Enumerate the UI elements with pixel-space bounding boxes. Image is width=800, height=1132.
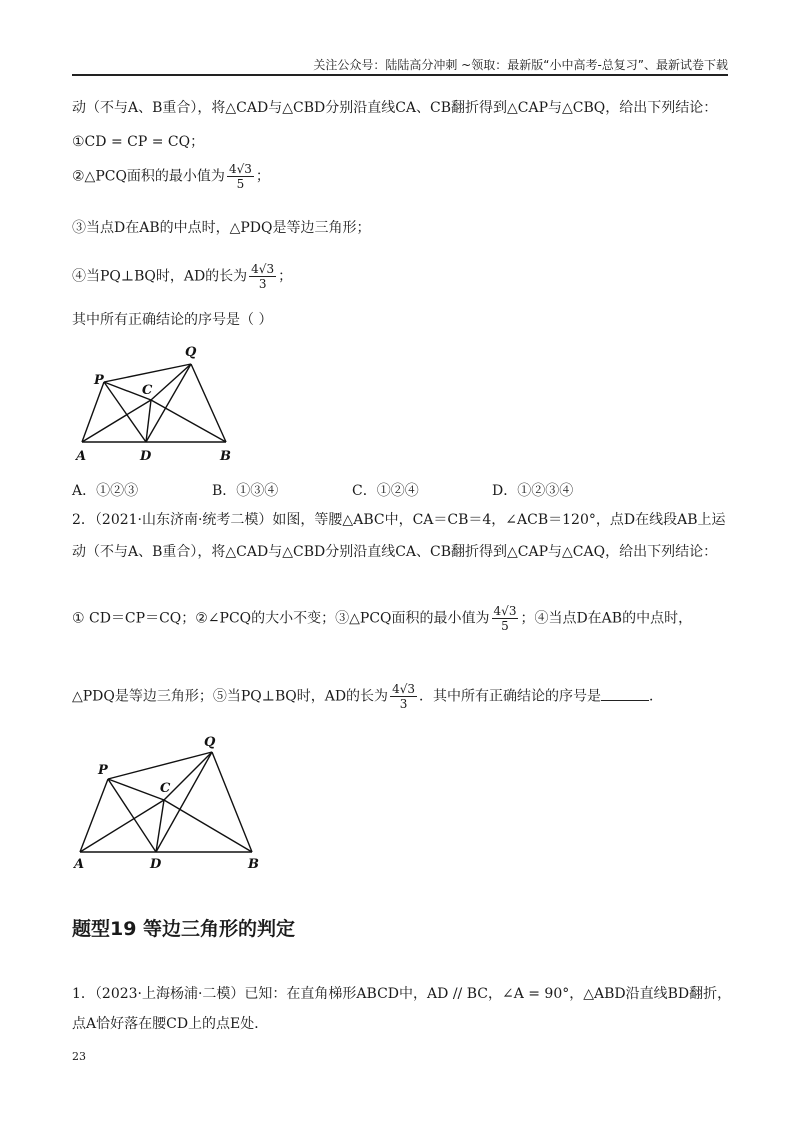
q1-c4-tail: ； <box>278 268 293 285</box>
q2-line-4-fraction <box>390 682 417 711</box>
choice-a[interactable]: A．①②③ <box>72 483 139 499</box>
fraction-numerator: 4√3 <box>392 682 415 696</box>
fig1-label-a: A <box>76 449 87 464</box>
fig1-label-p: P <box>94 373 104 388</box>
q1-conclusion-2 <box>72 162 270 191</box>
header-rule <box>72 74 728 76</box>
q2-line-2: 动（不与A、B重合），将△CAD与△CBD分别沿直线CA、CB翻折得到△CAP与△CAQ，给出下列结论： <box>72 544 718 560</box>
fraction-denominator: 3 <box>399 697 408 711</box>
fig2-label-a: A <box>74 857 85 872</box>
q1-conclusion-1: ①CD = CP = CQ； <box>72 134 205 150</box>
choice-c[interactable]: C．①②④ <box>352 483 419 499</box>
q2-line-3-text: ① CD＝CP＝CQ；②∠PCQ的大小不变；③△PCQ面积的最小值为 <box>72 610 490 627</box>
q3-line-2: 点A恰好落在腰CD上的点E处． <box>72 1016 269 1032</box>
fraction-numerator: 4√3 <box>493 604 517 618</box>
q2-line-4-text: △PDQ是等边三角形；⑤当PQ⊥BQ时，AD的长为 <box>72 688 389 705</box>
fraction-numerator: 4√3 <box>251 262 275 276</box>
geometry-figure-2 <box>72 734 272 874</box>
page-number: 23 <box>72 1050 86 1063</box>
choice-b[interactable]: B．①③④ <box>212 483 279 499</box>
q2-line-3 <box>72 604 692 633</box>
q1-conclusion-4 <box>72 262 292 291</box>
fig1-label-q: Q <box>185 345 197 360</box>
fig1-label-c: C <box>142 383 153 398</box>
fraction-denominator: 5 <box>501 619 509 633</box>
fig2-label-p: P <box>98 763 108 778</box>
q1-c2-tail: ； <box>255 168 270 185</box>
q2-line-3-tail: ；④当点D在AB的中点时， <box>520 610 693 627</box>
q2-line-3-fraction <box>492 604 519 633</box>
fig2-label-b: B <box>248 857 259 872</box>
page-header: 关注公众号：陆陆高分冲刺 ~领取：最新版“小中高考-总复习”、最新试卷下载 <box>313 58 728 72</box>
q1-question: 其中所有正确结论的序号是（ ） <box>72 312 273 328</box>
fig1-label-b: B <box>220 449 231 464</box>
answer-blank[interactable] <box>601 686 649 701</box>
fraction-numerator: 4√3 <box>228 162 252 176</box>
fig2-label-c: C <box>160 781 171 796</box>
q2-line-4 <box>72 682 663 711</box>
q1-line-1: 动（不与A、B重合），将△CAD与△CBD分别沿直线CA、CB翻折得到△CAP与△CBQ，给出下列结论： <box>72 100 718 116</box>
fig1-label-d: D <box>140 449 152 464</box>
q1-c2-fraction <box>227 162 254 191</box>
fig2-label-q: Q <box>204 735 216 750</box>
q2-line-4-tail: ．其中所有正确结论的序号是 <box>418 688 601 705</box>
geometry-figure-1 <box>70 342 270 472</box>
choice-d[interactable]: D．①②③④ <box>492 483 574 499</box>
q1-c4-text: ④当PQ⊥BQ时，AD的长为 <box>72 268 248 285</box>
q2-line-1: 2．（2021·山东济南·统考二模）如图，等腰△ABC中，CA＝CB＝4，∠ACB＝120°，点D在线段AB上运 <box>72 512 726 528</box>
q2-line-4-end: ． <box>648 688 663 705</box>
section-title: 题型19 等边三角形的判定 <box>72 918 296 940</box>
fig2-label-d: D <box>150 857 162 872</box>
fraction-denominator: 5 <box>236 177 245 191</box>
q1-c2-text: ②△PCQ面积的最小值为 <box>72 168 225 185</box>
fraction-denominator: 3 <box>258 277 267 291</box>
q1-conclusion-3: ③当点D在AB的中点时，△PDQ是等边三角形； <box>72 220 371 236</box>
q1-c4-fraction <box>249 262 276 291</box>
q3-line-1: 1．（2023·上海杨浦·二模）已知：在直角梯形ABCD中，AD // BC，∠A = 90°，△ABD沿直线BD翻折， <box>72 986 732 1002</box>
